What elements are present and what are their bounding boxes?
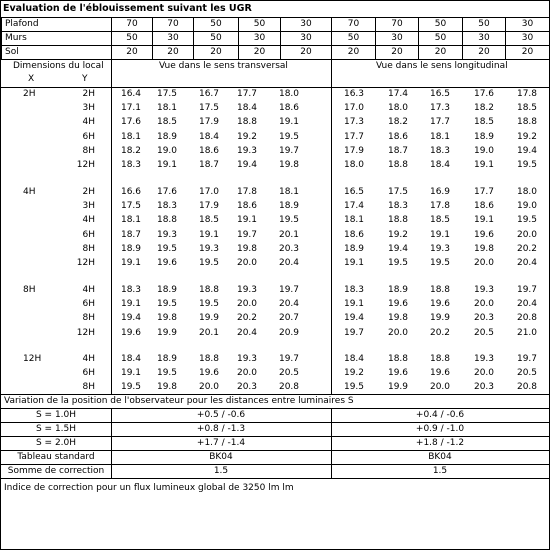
- longitudinal-value: 18.6: [473, 201, 495, 212]
- longitudinal-value: 18.6: [387, 131, 409, 142]
- header-cell: 20: [153, 46, 194, 60]
- longitudinal-value: 20.5: [516, 368, 538, 379]
- longitudinal-view-label: Vue dans le sens longitudinal: [376, 61, 508, 71]
- header-cell: 50: [112, 32, 153, 46]
- transversal-value: 17.7: [236, 89, 258, 99]
- transversal-value: 19.1: [278, 117, 300, 128]
- transversal-value: 19.9: [156, 327, 178, 338]
- row-y-label: 3H: [82, 201, 95, 212]
- longitudinal-value: 20.8: [516, 313, 538, 324]
- header-cell: 20: [194, 46, 239, 60]
- transversal-value: 17.9: [198, 117, 220, 128]
- transversal-value: 20.0: [198, 382, 220, 393]
- footer-note: Indice de correction pour un flux lumineux global de 3250 lm lm: [4, 483, 294, 493]
- longitudinal-value: 19.6: [473, 229, 495, 240]
- longitudinal-value: 19.7: [516, 285, 538, 295]
- group-x-label: 8H: [23, 285, 36, 295]
- transversal-value: 20.5: [278, 368, 300, 379]
- header-cell: 30: [281, 32, 332, 46]
- transversal-value: 19.8: [278, 160, 300, 170]
- transversal-value: 18.6: [278, 103, 300, 114]
- longitudinal-value: 19.6: [387, 368, 409, 379]
- standard-label: Tableau standard: [17, 452, 95, 462]
- horizontal-rule: [1, 422, 549, 423]
- transversal-value: 20.9: [278, 327, 300, 338]
- transversal-value: 19.5: [120, 382, 142, 393]
- longitudinal-value: 18.3: [343, 285, 365, 295]
- longitudinal-value: 16.5: [343, 187, 365, 197]
- transversal-value: 19.1: [198, 229, 220, 240]
- group-x-label: 4H: [23, 187, 36, 197]
- transversal-value: 17.9: [198, 201, 220, 212]
- header-cell: 20: [239, 46, 281, 60]
- longitudinal-value: 20.0: [473, 258, 495, 268]
- longitudinal-value: 19.2: [516, 131, 538, 142]
- transversal-value: 18.9: [156, 131, 178, 142]
- longitudinal-value: 19.2: [387, 229, 409, 240]
- longitudinal-value: 19.1: [343, 258, 365, 268]
- transversal-value: 19.6: [198, 368, 220, 379]
- longitudinal-value: 18.6: [343, 229, 365, 240]
- longitudinal-value: 20.0: [473, 368, 495, 379]
- transversal-value: 18.8: [198, 354, 220, 364]
- header-cell: 50: [463, 18, 506, 32]
- transversal-value: 20.4: [236, 327, 258, 338]
- header-row-label: Plafond: [2, 18, 112, 32]
- transversal-value: 18.2: [120, 145, 142, 156]
- vertical-rule: [331, 58, 332, 394]
- transversal-value: 16.7: [198, 89, 220, 99]
- transversal-value: 19.4: [236, 160, 258, 170]
- header-row-murs: [2, 32, 550, 46]
- header-cell: 50: [419, 18, 463, 32]
- transversal-value: 18.4: [236, 103, 258, 114]
- longitudinal-value: 19.5: [387, 258, 409, 268]
- longitudinal-value: 19.4: [387, 243, 409, 254]
- longitudinal-value: 18.3: [387, 201, 409, 212]
- transversal-value: 19.3: [198, 243, 220, 254]
- vertical-rule: [331, 408, 332, 478]
- header-cell: 50: [332, 32, 376, 46]
- header-row-label: Murs: [2, 32, 112, 46]
- transversal-value: 20.0: [236, 368, 258, 379]
- header-cell: 20: [281, 46, 332, 60]
- transversal-value: 18.5: [156, 117, 178, 128]
- transversal-value: 18.3: [156, 201, 178, 212]
- transversal-value: 18.3: [120, 285, 142, 295]
- transversal-value: 17.0: [198, 187, 220, 197]
- transversal-value: 18.8: [236, 117, 258, 128]
- transversal-value: 18.7: [120, 229, 142, 240]
- transversal-value: 20.3: [278, 243, 300, 254]
- header-cell: 20: [506, 46, 550, 60]
- standard-transversal: BK04: [209, 452, 233, 462]
- longitudinal-value: 19.1: [343, 299, 365, 310]
- longitudinal-value: 19.4: [343, 313, 365, 324]
- transversal-value: 18.9: [120, 243, 142, 254]
- transversal-view-label: Vue dans le sens transversal: [159, 61, 288, 71]
- longitudinal-value: 20.4: [516, 299, 538, 310]
- longitudinal-value: 18.1: [343, 215, 365, 226]
- row-y-label: 6H: [82, 368, 95, 379]
- longitudinal-value: 20.5: [473, 327, 495, 338]
- transversal-value: 19.7: [236, 229, 258, 240]
- transversal-value: 20.0: [236, 299, 258, 310]
- transversal-value: 19.1: [236, 215, 258, 226]
- x-axis-label: X: [28, 74, 35, 84]
- longitudinal-value: 18.0: [343, 160, 365, 170]
- transversal-value: 16.4: [120, 89, 142, 99]
- longitudinal-value: 20.2: [516, 243, 538, 254]
- longitudinal-value: 19.3: [429, 243, 451, 254]
- longitudinal-value: 20.3: [473, 313, 495, 324]
- transversal-value: 17.5: [198, 103, 220, 114]
- longitudinal-value: 20.0: [429, 382, 451, 393]
- header-cell: 30: [239, 32, 281, 46]
- transversal-value: 18.8: [156, 215, 178, 226]
- longitudinal-value: 18.5: [429, 215, 451, 226]
- header-cell: 30: [463, 32, 506, 46]
- transversal-value: 20.1: [278, 229, 300, 240]
- transversal-value: 18.1: [120, 131, 142, 142]
- transversal-value: 18.9: [156, 285, 178, 295]
- variation-transversal: +0.5 / -0.6: [196, 410, 246, 420]
- longitudinal-value: 19.5: [429, 258, 451, 268]
- row-y-label: 6H: [82, 299, 95, 310]
- longitudinal-value: 18.8: [429, 354, 451, 364]
- longitudinal-value: 18.5: [516, 103, 538, 114]
- longitudinal-value: 19.5: [343, 382, 365, 393]
- transversal-value: 18.1: [156, 103, 178, 114]
- transversal-value: 19.5: [278, 215, 300, 226]
- transversal-value: 19.5: [156, 243, 178, 254]
- longitudinal-value: 18.0: [387, 103, 409, 114]
- header-cell: 30: [506, 18, 550, 32]
- transversal-value: 19.7: [278, 145, 300, 156]
- transversal-value: 20.1: [198, 327, 220, 338]
- header-cell: 20: [332, 46, 376, 60]
- transversal-value: 19.5: [198, 258, 220, 268]
- transversal-value: 19.3: [156, 229, 178, 240]
- row-y-label: 4H: [82, 117, 95, 128]
- longitudinal-value: 20.4: [516, 258, 538, 268]
- transversal-value: 17.8: [236, 187, 258, 197]
- longitudinal-value: 17.7: [429, 117, 451, 128]
- longitudinal-value: 17.3: [429, 103, 451, 114]
- longitudinal-value: 18.8: [387, 354, 409, 364]
- transversal-value: 19.8: [156, 313, 178, 324]
- transversal-value: 20.4: [278, 258, 300, 268]
- vertical-rule: [111, 58, 112, 394]
- transversal-value: 19.1: [120, 368, 142, 379]
- correction-label: Somme de correction: [7, 466, 105, 476]
- variation-label: Variation de la position de l'observateur pour les distances entre luminaires S: [4, 396, 354, 406]
- longitudinal-value: 18.5: [473, 117, 495, 128]
- longitudinal-value: 17.7: [473, 187, 495, 197]
- header-cell: 70: [332, 18, 376, 32]
- header-cell: 20: [463, 46, 506, 60]
- horizontal-rule: [1, 394, 549, 395]
- longitudinal-value: 16.5: [429, 89, 451, 99]
- variation-s-label: S = 2.0H: [35, 438, 77, 448]
- longitudinal-value: 17.4: [387, 89, 409, 99]
- longitudinal-value: 18.0: [516, 187, 538, 197]
- transversal-value: 18.1: [278, 187, 300, 197]
- longitudinal-value: 19.8: [473, 243, 495, 254]
- transversal-value: 18.8: [198, 285, 220, 295]
- longitudinal-value: 19.5: [516, 215, 538, 226]
- header-cell: 50: [239, 18, 281, 32]
- row-y-label: 6H: [82, 131, 95, 142]
- longitudinal-value: 20.2: [429, 327, 451, 338]
- longitudinal-value: 17.7: [343, 131, 365, 142]
- longitudinal-value: 20.8: [516, 382, 538, 393]
- horizontal-rule: [1, 450, 549, 451]
- longitudinal-value: 19.6: [429, 299, 451, 310]
- transversal-value: 20.8: [278, 382, 300, 393]
- transversal-value: 17.6: [156, 187, 178, 197]
- longitudinal-value: 18.9: [387, 285, 409, 295]
- horizontal-rule: [1, 464, 549, 465]
- longitudinal-value: 19.7: [516, 354, 538, 364]
- transversal-value: 18.4: [120, 354, 142, 364]
- longitudinal-value: 18.8: [387, 160, 409, 170]
- header-cell: 20: [376, 46, 419, 60]
- header-cell: 30: [153, 32, 194, 46]
- longitudinal-value: 16.3: [343, 89, 365, 99]
- row-y-label: 8H: [82, 243, 95, 254]
- longitudinal-value: 18.8: [429, 285, 451, 295]
- sheet-title: Evaluation de l'éblouissement suivant les UGR: [3, 3, 252, 14]
- variation-transversal: +0.8 / -1.3: [196, 424, 246, 434]
- row-y-label: 12H: [76, 327, 95, 338]
- header-cell: 20: [419, 46, 463, 60]
- row-y-label: 2H: [82, 89, 95, 99]
- variation-transversal: +1.7 / -1.4: [196, 438, 246, 448]
- longitudinal-value: 18.8: [516, 117, 538, 128]
- transversal-value: 18.1: [120, 215, 142, 226]
- y-axis-label: Y: [82, 74, 88, 84]
- vertical-rule: [111, 408, 112, 478]
- header-cell: 50: [194, 18, 239, 32]
- transversal-value: 19.4: [120, 313, 142, 324]
- reflectance-header-table: [1, 17, 550, 60]
- horizontal-rule: [1, 87, 549, 88]
- transversal-value: 19.5: [156, 368, 178, 379]
- longitudinal-value: 19.0: [516, 201, 538, 212]
- transversal-value: 17.5: [120, 201, 142, 212]
- transversal-value: 20.2: [236, 313, 258, 324]
- transversal-value: 19.1: [120, 258, 142, 268]
- header-row-plafond: [2, 18, 550, 32]
- longitudinal-value: 20.0: [473, 299, 495, 310]
- row-y-label: 12H: [76, 160, 95, 170]
- transversal-value: 17.6: [120, 117, 142, 128]
- transversal-value: 20.4: [278, 299, 300, 310]
- longitudinal-value: 20.3: [473, 382, 495, 393]
- longitudinal-value: 18.9: [343, 243, 365, 254]
- header-row-label: Sol: [2, 46, 112, 60]
- header-cell: 50: [419, 32, 463, 46]
- transversal-value: 17.5: [156, 89, 178, 99]
- variation-s-label: S = 1.0H: [35, 410, 77, 420]
- transversal-value: 19.8: [156, 382, 178, 393]
- longitudinal-value: 19.1: [429, 229, 451, 240]
- longitudinal-value: 18.1: [429, 131, 451, 142]
- transversal-value: 19.1: [156, 160, 178, 170]
- variation-longitudinal: +0.4 / -0.6: [415, 410, 465, 420]
- longitudinal-value: 19.3: [473, 354, 495, 364]
- row-y-label: 2H: [82, 187, 95, 197]
- row-y-label: 4H: [82, 354, 95, 364]
- header-cell: 30: [281, 18, 332, 32]
- transversal-value: 20.3: [236, 382, 258, 393]
- transversal-value: 19.3: [236, 145, 258, 156]
- transversal-value: 18.6: [236, 201, 258, 212]
- horizontal-rule: [1, 436, 549, 437]
- transversal-value: 18.4: [198, 131, 220, 142]
- longitudinal-value: 19.9: [429, 313, 451, 324]
- transversal-value: 19.5: [156, 299, 178, 310]
- transversal-value: 19.3: [236, 285, 258, 295]
- transversal-value: 19.1: [120, 299, 142, 310]
- longitudinal-value: 17.3: [343, 117, 365, 128]
- transversal-value: 18.5: [198, 215, 220, 226]
- longitudinal-value: 19.8: [387, 313, 409, 324]
- transversal-value: 18.3: [120, 160, 142, 170]
- longitudinal-value: 19.1: [473, 160, 495, 170]
- longitudinal-value: 19.6: [429, 368, 451, 379]
- transversal-value: 18.6: [198, 145, 220, 156]
- row-y-label: 12H: [76, 258, 95, 268]
- longitudinal-value: 17.9: [343, 145, 365, 156]
- row-y-label: 6H: [82, 229, 95, 240]
- row-y-label: 8H: [82, 145, 95, 156]
- longitudinal-value: 19.4: [516, 145, 538, 156]
- header-cell: 70: [112, 18, 153, 32]
- longitudinal-value: 18.4: [429, 160, 451, 170]
- header-cell: 50: [194, 32, 239, 46]
- longitudinal-value: 19.0: [473, 145, 495, 156]
- longitudinal-value: 18.8: [387, 215, 409, 226]
- longitudinal-value: 19.9: [387, 382, 409, 393]
- longitudinal-value: 17.8: [429, 201, 451, 212]
- longitudinal-value: 18.9: [473, 131, 495, 142]
- transversal-value: 19.7: [278, 285, 300, 295]
- transversal-value: 19.2: [236, 131, 258, 142]
- group-x-label: 12H: [23, 354, 42, 364]
- transversal-value: 18.7: [198, 160, 220, 170]
- horizontal-rule: [1, 408, 549, 409]
- longitudinal-value: 19.2: [343, 368, 365, 379]
- longitudinal-value: 19.7: [343, 327, 365, 338]
- header-cell: 20: [112, 46, 153, 60]
- transversal-value: 19.7: [278, 354, 300, 364]
- header-cell: 30: [376, 32, 419, 46]
- row-y-label: 4H: [82, 285, 95, 295]
- longitudinal-value: 20.0: [387, 327, 409, 338]
- transversal-value: 20.0: [236, 258, 258, 268]
- transversal-value: 19.6: [156, 258, 178, 268]
- longitudinal-value: 20.0: [516, 229, 538, 240]
- longitudinal-value: 19.5: [516, 160, 538, 170]
- longitudinal-value: 18.4: [343, 354, 365, 364]
- longitudinal-value: 19.1: [473, 215, 495, 226]
- variation-s-label: S = 1.5H: [35, 424, 77, 434]
- transversal-value: 19.0: [156, 145, 178, 156]
- row-y-label: 8H: [82, 313, 95, 324]
- variation-longitudinal: +1.8 / -1.2: [415, 438, 465, 448]
- transversal-value: 20.7: [278, 313, 300, 324]
- longitudinal-value: 21.0: [516, 327, 538, 338]
- standard-longitudinal: BK04: [428, 452, 452, 462]
- longitudinal-value: 18.3: [429, 145, 451, 156]
- header-cell: 70: [153, 18, 194, 32]
- transversal-value: 18.9: [278, 201, 300, 212]
- dimensions-label: Dimensions du local: [13, 61, 104, 71]
- header-cell: 30: [506, 32, 550, 46]
- correction-longitudinal: 1.5: [432, 466, 448, 476]
- transversal-value: 17.1: [120, 103, 142, 114]
- header-cell: 70: [376, 18, 419, 32]
- longitudinal-value: 18.2: [387, 117, 409, 128]
- longitudinal-value: 17.4: [343, 201, 365, 212]
- row-y-label: 8H: [82, 382, 95, 393]
- longitudinal-value: 17.8: [516, 89, 538, 99]
- longitudinal-value: 18.7: [387, 145, 409, 156]
- transversal-value: 19.9: [198, 313, 220, 324]
- header-row-sol: [2, 46, 550, 60]
- transversal-value: 19.6: [120, 327, 142, 338]
- longitudinal-value: 17.5: [387, 187, 409, 197]
- transversal-value: 18.0: [278, 89, 300, 99]
- transversal-value: 19.5: [278, 131, 300, 142]
- transversal-value: 19.5: [198, 299, 220, 310]
- transversal-value: 19.8: [236, 243, 258, 254]
- longitudinal-value: 19.6: [387, 299, 409, 310]
- row-y-label: 3H: [82, 103, 95, 114]
- correction-transversal: 1.5: [213, 466, 229, 476]
- longitudinal-value: 19.3: [473, 285, 495, 295]
- transversal-value: 19.3: [236, 354, 258, 364]
- transversal-value: 16.6: [120, 187, 142, 197]
- longitudinal-value: 17.6: [473, 89, 495, 99]
- group-x-label: 2H: [23, 89, 36, 99]
- longitudinal-value: 17.0: [343, 103, 365, 114]
- horizontal-rule: [1, 478, 549, 479]
- variation-longitudinal: +0.9 / -1.0: [415, 424, 465, 434]
- longitudinal-value: 16.9: [429, 187, 451, 197]
- longitudinal-value: 18.2: [473, 103, 495, 114]
- transversal-value: 18.9: [156, 354, 178, 364]
- row-y-label: 4H: [82, 215, 95, 226]
